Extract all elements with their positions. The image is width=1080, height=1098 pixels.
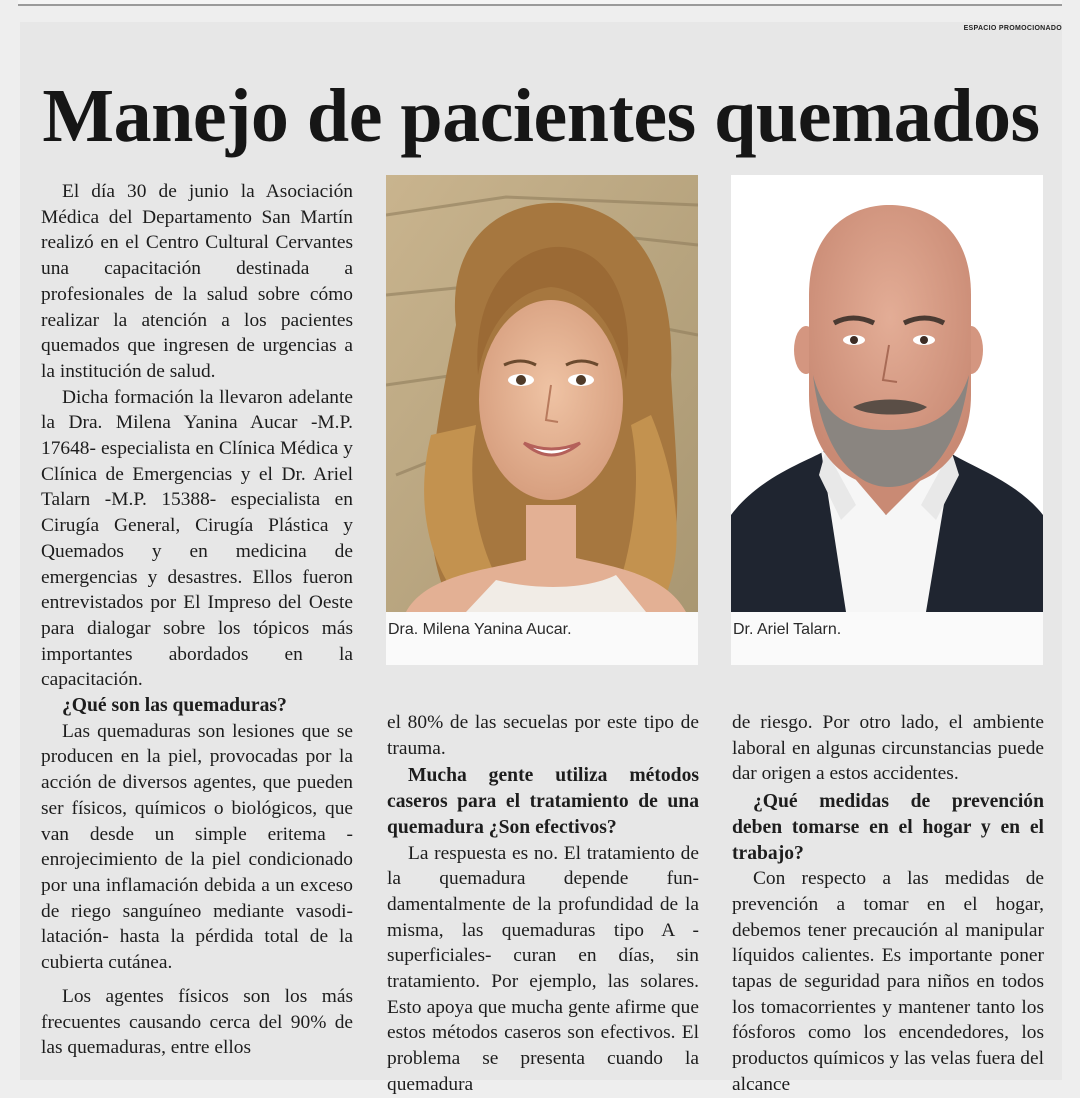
subheading-prevention: ¿Qué medidas de prevención deben tomarse en el hogar y en el trabajo? bbox=[732, 791, 1044, 864]
man-portrait-image bbox=[731, 175, 1043, 612]
article-title: Manejo de pacientes quemados bbox=[42, 74, 1040, 158]
paragraph-sequelae: el 80% de las secuelas por este tipo de trauma. bbox=[387, 712, 699, 759]
photo-caption-talarn: Dr. Ariel Talarn. bbox=[733, 621, 842, 638]
paragraph-trainers: Dicha formación la llevaron adelante la Dra. Milena Yanina Aucar -M.P. 17648- especialista en Clínica Médica y Clínica de Emergencias y el Dr. Ariel Talarn -M.P. 15388- especialista en Cirugía General, Cirugía Plástica y Quemados y en medicina de emergencias y desastres. Ellos fueron entrevistados por El Impreso del Oeste para dialogar sobre los tópicos más importantes abordados en la capacitación. bbox=[41, 386, 353, 691]
top-rule bbox=[18, 0, 1062, 6]
woman-portrait-image bbox=[386, 175, 698, 612]
subheading-home-remedies: Mucha gente utiliza métodos caseros para el tratamiento de una quemadura ¿Son efectivos? bbox=[387, 765, 699, 838]
column-3 bbox=[732, 710, 1044, 1098]
photo-aucar bbox=[386, 175, 698, 665]
paragraph-work-environment: de riesgo. Por otro lado, el ambiente laboral en algunas circunstancias puede dar origen a estos accidentes. bbox=[732, 712, 1044, 785]
column-1 bbox=[41, 179, 353, 1061]
subheading-what-are-burns: ¿Qué son las quemaduras? bbox=[62, 695, 287, 717]
article-page bbox=[20, 22, 1062, 1095]
paragraph-physical-agents: Los agentes físicos son los más frecuentes causando cerca del 90% de las quemaduras, entre ellos bbox=[41, 985, 353, 1059]
promo-label: ESPACIO PROMOCIONADO bbox=[963, 25, 1062, 32]
column-2 bbox=[387, 710, 699, 1098]
paragraph-intro: El día 30 de junio la Asociación Médica del Departamento San Martín realizó en el Centro Cultural Cervantes una capacitación destinada a profesionales de la salud sobre cómo realizar la atención a los pacientes quemados que ingresen de urgencias a la institución de salud. bbox=[41, 181, 353, 382]
photo-caption-aucar: Dra. Milena Yanina Aucar. bbox=[388, 621, 572, 638]
paragraph-prevention-measures: Con respecto a las medidas de prevención a tomar en el hogar, debemos tener precaución al manipular líquidos calientes. Es importante poner tapas de seguridad para niños en todos los tomacorrientes y mantener tanto los fósforos como los encendedores, los productos químicos y las velas fuera del alcance bbox=[732, 868, 1044, 1095]
paragraph-home-remedies-answer: La respuesta es no. El tratamiento de la quemadura depende fundamentalmente de la profundidad de la misma, las quemaduras tipo A -superficiales- curan en días, sin tratamiento. Por ejemplo, las solares. Esto apoya que mucha gente afirme que estos métodos caseros son efectivos. El problema se presenta cuando la quemadura bbox=[387, 842, 699, 1095]
paragraph-burns-definition: Las quemaduras son lesiones que se producen en la piel, provocadas por la acción de diversos agentes, que pueden ser físicos, químicos o biológicos, que van desde un simple eritema -enrojecimiento de la piel condicionado por una inflamación debida a un exceso de riego sanguíneo mediante vasodilatación- hasta la pérdida total de la cubierta cutánea. bbox=[41, 720, 353, 974]
photo-talarn bbox=[731, 175, 1043, 665]
